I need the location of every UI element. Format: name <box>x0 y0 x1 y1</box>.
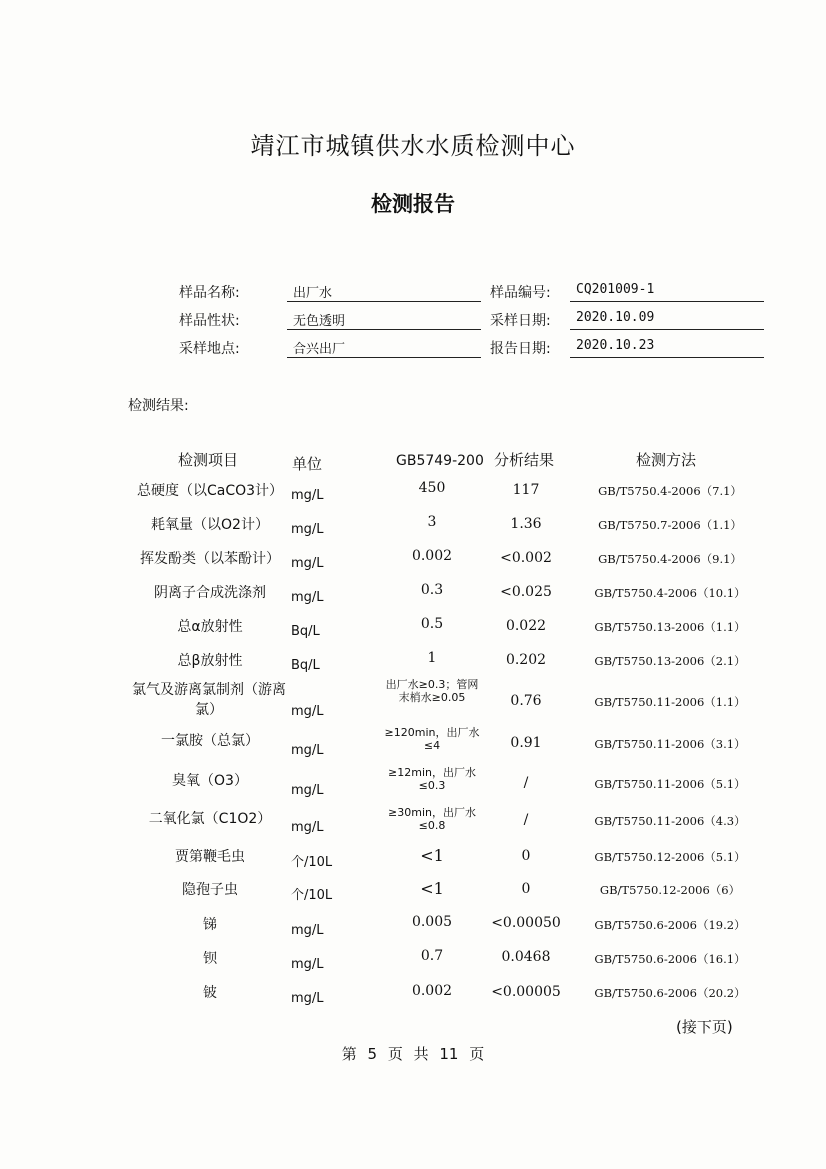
row-standard: <1 <box>420 879 444 898</box>
row-method: GB/T5750.11-2006（1.1） <box>594 695 746 709</box>
sample-state-value: 无色透明 <box>287 310 481 330</box>
row-item: 氯气及游离氯制剂（游离氯） <box>132 682 286 718</box>
row-unit: 个/10L <box>291 888 333 903</box>
row-method: GB/T5750.4-2006（10.1） <box>594 586 746 600</box>
row-standard: ≥12min，出厂水≤0.3 <box>388 766 476 792</box>
row-standard: 1 <box>427 650 437 666</box>
row-result: <0.002 <box>500 550 552 566</box>
sample-name-label: 样品名称: <box>179 285 240 301</box>
row-standard: 450 <box>418 480 446 496</box>
row-standard: 0.005 <box>411 914 453 930</box>
sample-date-label: 采样日期: <box>490 313 551 329</box>
row-method: GB/T5750.11-2006（4.3） <box>594 814 746 828</box>
row-item: 贾第鞭毛虫 <box>175 849 245 865</box>
row-method: GB/T5750.4-2006（9.1） <box>598 552 742 566</box>
row-result: <0.025 <box>500 584 552 600</box>
row-item: 总α放射性 <box>177 619 243 635</box>
report-title: 检测报告 <box>371 192 455 216</box>
row-standard: 0.7 <box>420 948 444 964</box>
row-unit: mg/L <box>291 743 324 758</box>
sample-state-label: 样品性状: <box>179 313 240 329</box>
sample-date-value: 2020.10.09 <box>570 310 764 330</box>
header-method: 检测方法 <box>636 451 697 469</box>
row-unit: mg/L <box>291 991 324 1006</box>
row-method: GB/T5750.6-2006（16.1） <box>594 952 746 966</box>
header-item: 检测项目 <box>178 451 239 469</box>
row-method: GB/T5750.11-2006（3.1） <box>594 737 746 751</box>
row-result: 0 <box>521 881 531 897</box>
row-item: 阴离子合成洗涤剂 <box>154 585 266 601</box>
row-standard: <1 <box>420 846 444 865</box>
header-unit: 单位 <box>292 455 323 473</box>
row-item: 总β放射性 <box>177 653 243 669</box>
row-result: 0.202 <box>505 652 547 668</box>
row-unit: Bq/L <box>291 624 320 639</box>
row-item: 钡 <box>203 951 217 967</box>
row-result: 0.76 <box>510 693 542 709</box>
row-unit: mg/L <box>291 923 324 938</box>
info-row-2 <box>0 310 826 334</box>
row-unit: mg/L <box>291 820 324 835</box>
org-title: 靖江市城镇供水水质检测中心 <box>250 132 576 160</box>
header-standard: GB5749-200 <box>396 453 484 469</box>
row-method: GB/T5750.12-2006（5.1） <box>594 850 746 864</box>
row-standard: 0.002 <box>411 548 453 564</box>
row-method: GB/T5750.7-2006（1.1） <box>598 518 742 532</box>
row-item: 锑 <box>203 917 217 933</box>
row-item: 耗氧量（以O2计） <box>151 517 269 533</box>
row-item: 总硬度（以CaCO3计） <box>136 483 284 499</box>
row-unit: 个/10L <box>291 855 333 870</box>
row-standard: 3 <box>427 514 437 530</box>
row-unit: mg/L <box>291 957 324 972</box>
row-result: 0.022 <box>505 618 547 634</box>
row-item: 铍 <box>203 985 217 1001</box>
info-row-3 <box>0 338 826 362</box>
row-result: 0.0468 <box>501 949 551 965</box>
header-result: 分析结果 <box>494 451 555 469</box>
sample-code-label: 样品编号: <box>490 285 551 301</box>
row-standard: 0.002 <box>411 983 453 999</box>
row-unit: mg/L <box>291 783 324 798</box>
row-unit: mg/L <box>291 522 324 537</box>
row-unit: mg/L <box>291 704 324 719</box>
row-method: GB/T5750.13-2006（2.1） <box>594 654 746 668</box>
sample-location-value: 合兴出厂 <box>287 338 481 358</box>
row-item: 挥发酚类（以苯酚计） <box>140 551 280 567</box>
row-result: <0.00005 <box>491 984 561 1000</box>
row-result: / <box>523 812 529 828</box>
row-unit: mg/L <box>291 488 324 503</box>
row-standard: ≥30min，出厂水≤0.8 <box>388 806 476 832</box>
row-item: 臭氧（O3） <box>172 773 248 789</box>
row-standard: 出厂水≥0.3；管网末梢水≥0.05 <box>385 678 479 704</box>
row-method: GB/T5750.11-2006（5.1） <box>594 777 746 791</box>
sample-location-label: 采样地点: <box>179 341 240 357</box>
row-result: 0 <box>521 848 531 864</box>
row-unit: Bq/L <box>291 658 320 673</box>
report-date-label: 报告日期: <box>490 341 551 357</box>
report-date-value: 2020.10.23 <box>570 338 764 358</box>
row-unit: mg/L <box>291 590 324 605</box>
row-standard: 0.5 <box>420 616 444 632</box>
row-standard: 0.3 <box>420 582 444 598</box>
row-result: 1.36 <box>510 516 542 532</box>
row-method: GB/T5750.6-2006（19.2） <box>594 918 746 932</box>
row-item: 一氯胺（总氯） <box>161 733 259 749</box>
continued-note: (接下页) <box>676 1018 733 1036</box>
info-row-1 <box>0 282 826 306</box>
row-item: 二氧化氯（C1O2） <box>148 811 272 827</box>
row-result: 117 <box>512 482 540 498</box>
page-number: 第 5 页 共 11 页 <box>341 1045 485 1063</box>
row-result: 0.91 <box>510 735 542 751</box>
sample-code-value: CQ201009-1 <box>570 282 764 302</box>
row-item: 隐孢子虫 <box>182 882 238 898</box>
row-method: GB/T5750.12-2006（6） <box>599 883 741 897</box>
row-result: / <box>523 775 529 791</box>
results-label: 检测结果: <box>128 398 189 414</box>
row-result: <0.00050 <box>491 915 561 931</box>
row-standard: ≥120min，出厂水≤4 <box>384 726 480 752</box>
row-unit: mg/L <box>291 556 324 571</box>
row-method: GB/T5750.13-2006（1.1） <box>594 620 746 634</box>
row-method: GB/T5750.4-2006（7.1） <box>598 484 742 498</box>
row-method: GB/T5750.6-2006（20.2） <box>594 986 746 1000</box>
sample-name-value: 出厂水 <box>287 282 481 302</box>
